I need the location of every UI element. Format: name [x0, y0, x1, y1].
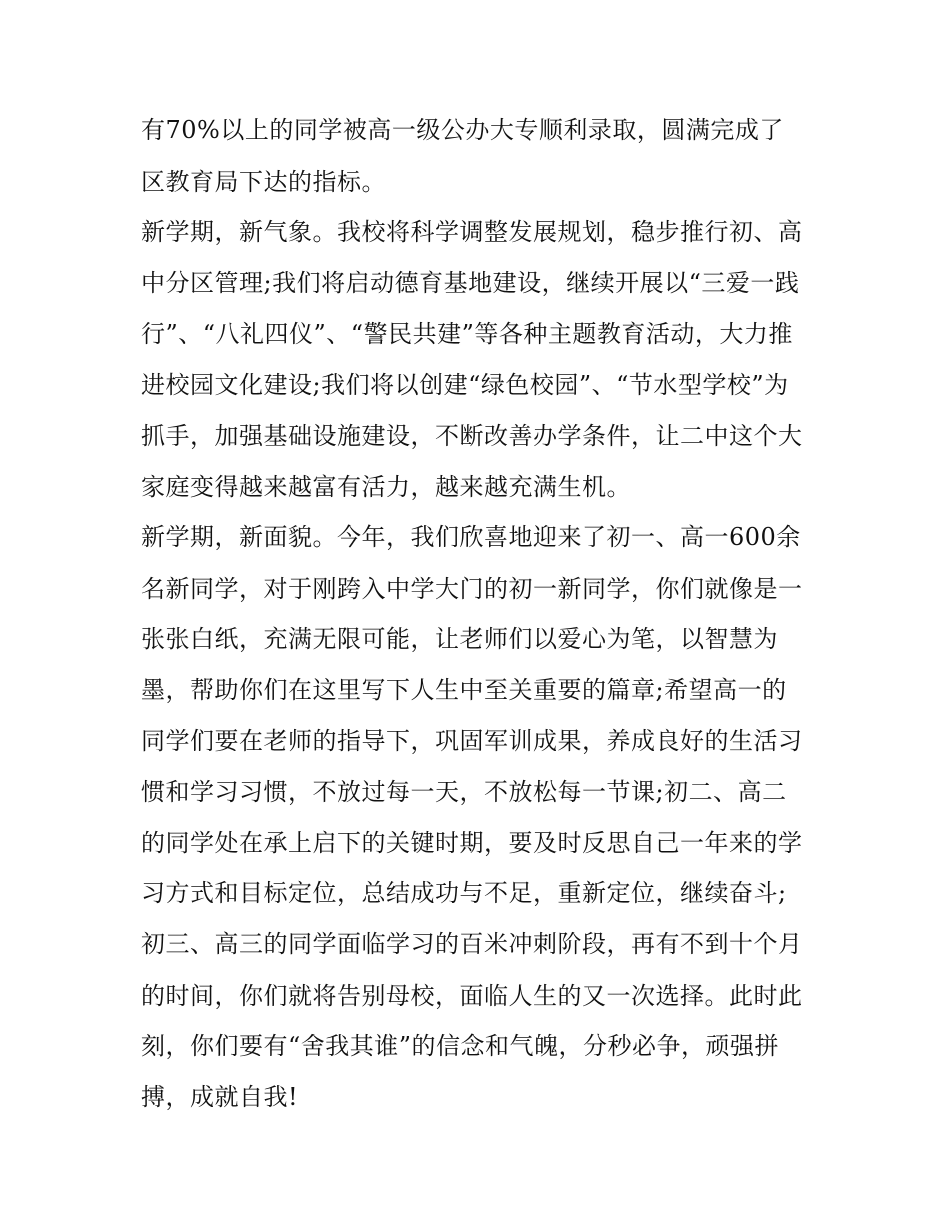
text-line: 进校园文化建设;我们将以创建“绿色校园”、“节水型学校”为 [141, 371, 789, 399]
text-line: 初三、高三的同学面临学习的百米冲刺阶段，再有不到十个月 [141, 930, 803, 958]
text-line: 的同学处在承上启下的关键时期，要及时反思自己一年来的学 [141, 829, 803, 857]
text-line: 行”、“八礼四仪”、“警民共建”等各种主题教育活动，大力推 [141, 320, 793, 348]
text-line: 区教育局下达的指标。 [141, 168, 386, 196]
text-line: 新学期，新面貌。今年，我们欣喜地迎来了初一、高一600余 [141, 523, 801, 551]
text-line: 搏，成就自我! [141, 1083, 299, 1111]
text-line: 中分区管理;我们将启动德育基地建设，继续开展以“三爱一践 [141, 269, 800, 297]
text-line: 同学们要在老师的指导下，巩固军训成果，养成良好的生活习 [141, 727, 803, 755]
text-line: 抓手，加强基础设施建设，不断改善办学条件，让二中这个大 [141, 422, 803, 450]
text-line: 习方式和目标定位，总结成功与不足，重新定位，继续奋斗; [141, 879, 787, 907]
text-line: 张张白纸，充满无限可能，让老师们以爱心为笔，以智慧为 [141, 625, 778, 653]
text-line: 名新同学，对于刚跨入中学大门的初一新同学，你们就像是一 [141, 575, 803, 603]
text-line: 有70%以上的同学被高一级公办大专顺利录取，圆满完成了 [141, 116, 784, 144]
text-line: 新学期，新气象。我校将科学调整发展规划，稳步推行初、高 [141, 218, 803, 246]
text-line: 的时间，你们就将告别母校，面临人生的又一次选择。此时此 [141, 982, 803, 1010]
text-line: 惯和学习习惯，不放过每一天，不放松每一节课;初二、高二 [141, 778, 787, 806]
text-line: 墨，帮助你们在这里写下人生中至关重要的篇章;希望高一的 [141, 676, 787, 704]
text-line: 刻，你们要有“舍我其谁”的信念和气魄，分秒必争，顽强拼 [141, 1032, 780, 1060]
text-line: 家庭变得越来越富有活力，越来越充满生机。 [141, 473, 631, 501]
